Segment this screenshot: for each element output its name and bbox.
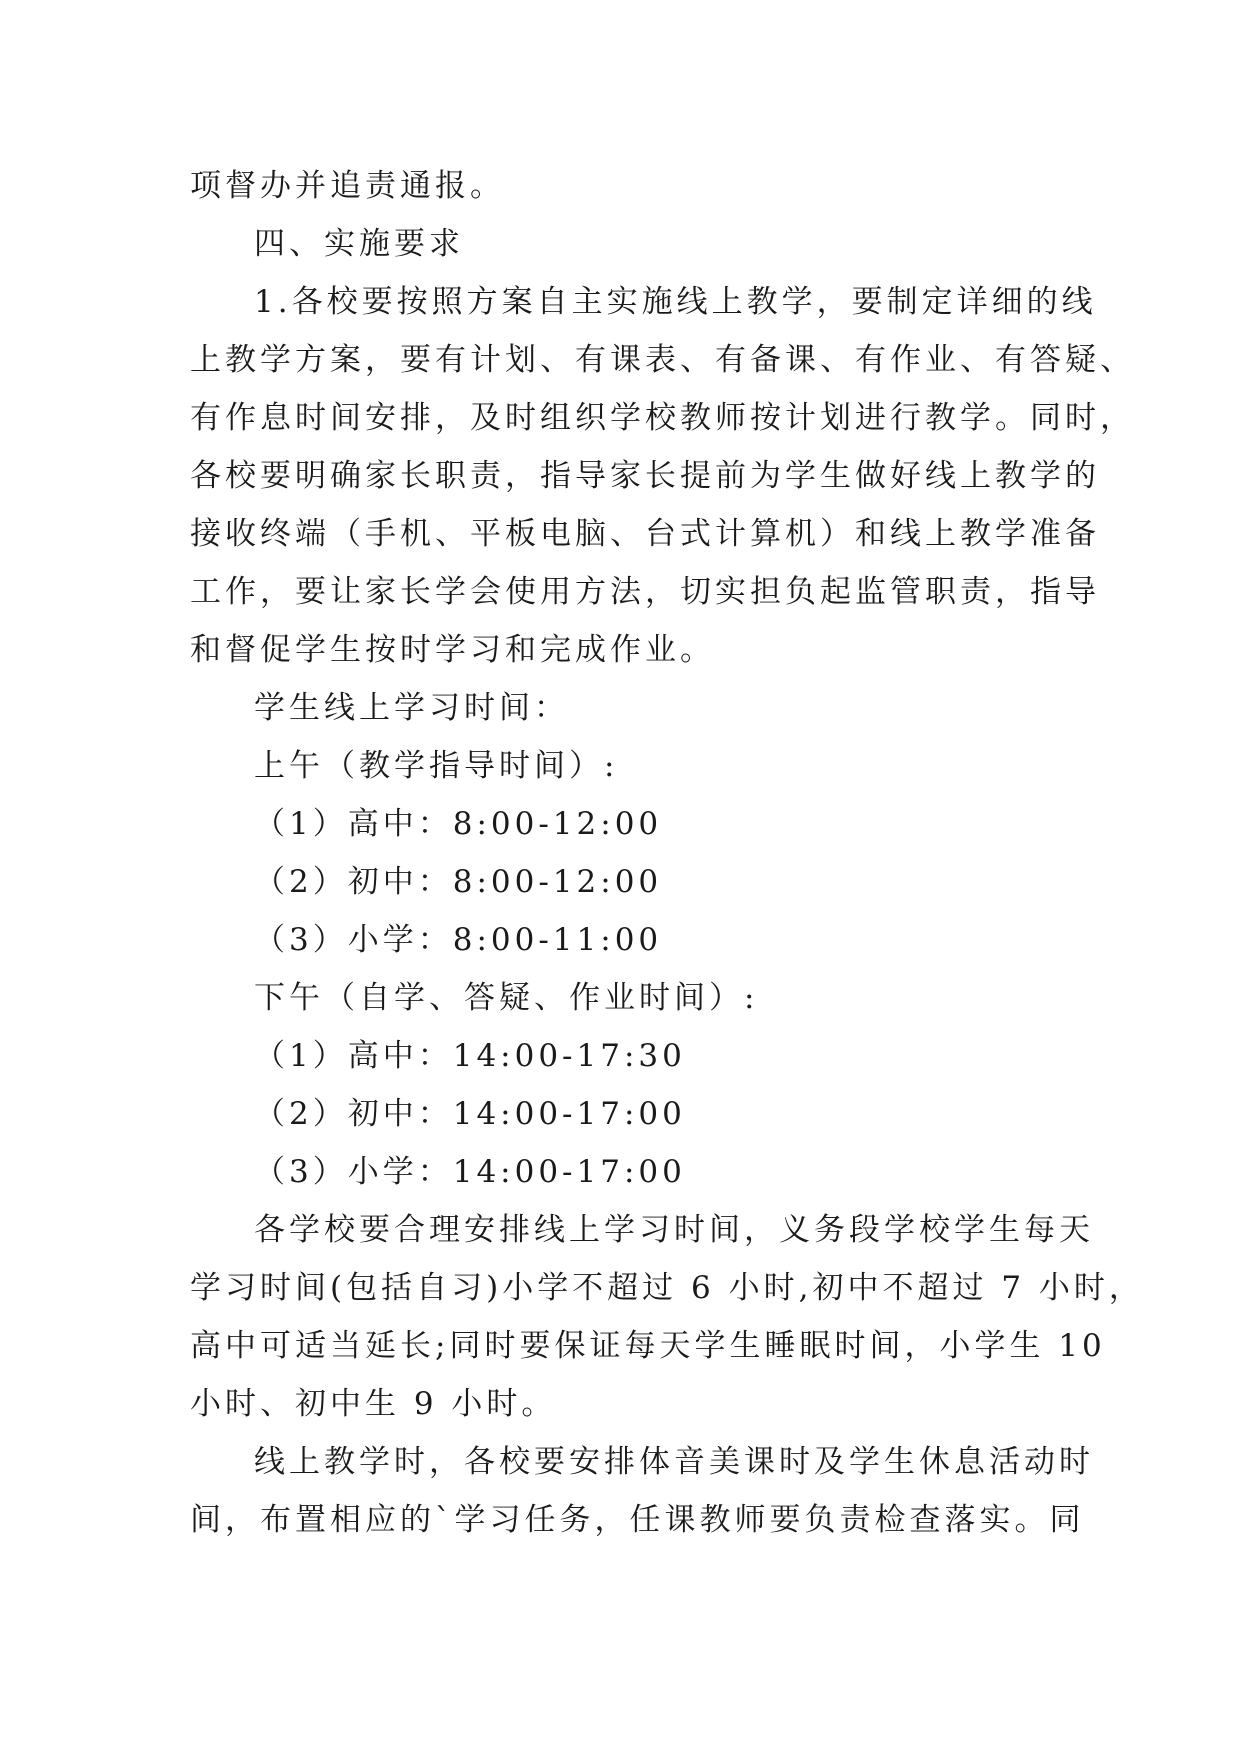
schedule-item: （1）高中：8:00-12:00 [254, 806, 663, 842]
paragraph-line: 各校要明确家长职责，指导家长提前为学生做好线上教学的 [190, 458, 1100, 494]
schedule-item: （2）初中：8:00-12:00 [254, 864, 663, 900]
paragraph-line: 高中可适当延长;同时要保证每天学生睡眠时间，小学生 10 [190, 1328, 1106, 1364]
paragraph-line: 小时、初中生 9 小时。 [190, 1386, 557, 1422]
paragraph-line: 和督促学生按时学习和完成作业。 [190, 632, 715, 668]
paragraph-line: 线上教学时，各校要安排体音美课时及学生休息活动时 [254, 1444, 1094, 1480]
schedule-item: （3）小学：14:00-17:00 [254, 1154, 686, 1190]
schedule-item: （1）高中：14:00-17:30 [254, 1038, 686, 1074]
paragraph-line: 间，布置相应的`学习任务，任课教师要负责检查落实。同 [190, 1502, 1085, 1538]
paragraph-line: 学习时间(包括自习)小学不超过 6 小时,初中不超过 7 小时， [190, 1270, 1144, 1306]
schedule-heading: 学生线上学习时间： [254, 690, 569, 726]
schedule-item: （3）小学：8:00-11:00 [254, 922, 663, 958]
afternoon-heading: 下午（自学、答疑、作业时间）: [254, 980, 759, 1016]
paragraph-line: 1.各校要按照方案自主实施线上教学，要制定详细的线 [254, 284, 1097, 320]
paragraph-line: 上教学方案，要有计划、有课表、有备课、有作业、有答疑、 [190, 342, 1135, 378]
section-heading: 四、实施要求 [254, 226, 464, 262]
schedule-item: （2）初中：14:00-17:00 [254, 1096, 686, 1132]
morning-heading: 上午（教学指导时间）: [254, 748, 619, 784]
paragraph-line: 有作息时间安排，及时组织学校教师按计划进行教学。同时， [190, 400, 1135, 436]
paragraph-line: 工作，要让家长学会使用方法，切实担负起监管职责，指导 [190, 574, 1100, 610]
paragraph-continuation: 项督办并追责通报。 [190, 168, 505, 204]
paragraph-line: 接收终端（手机、平板电脑、台式计算机）和线上教学准备 [190, 516, 1100, 552]
paragraph-line: 各学校要合理安排线上学习时间，义务段学校学生每天 [254, 1212, 1094, 1248]
